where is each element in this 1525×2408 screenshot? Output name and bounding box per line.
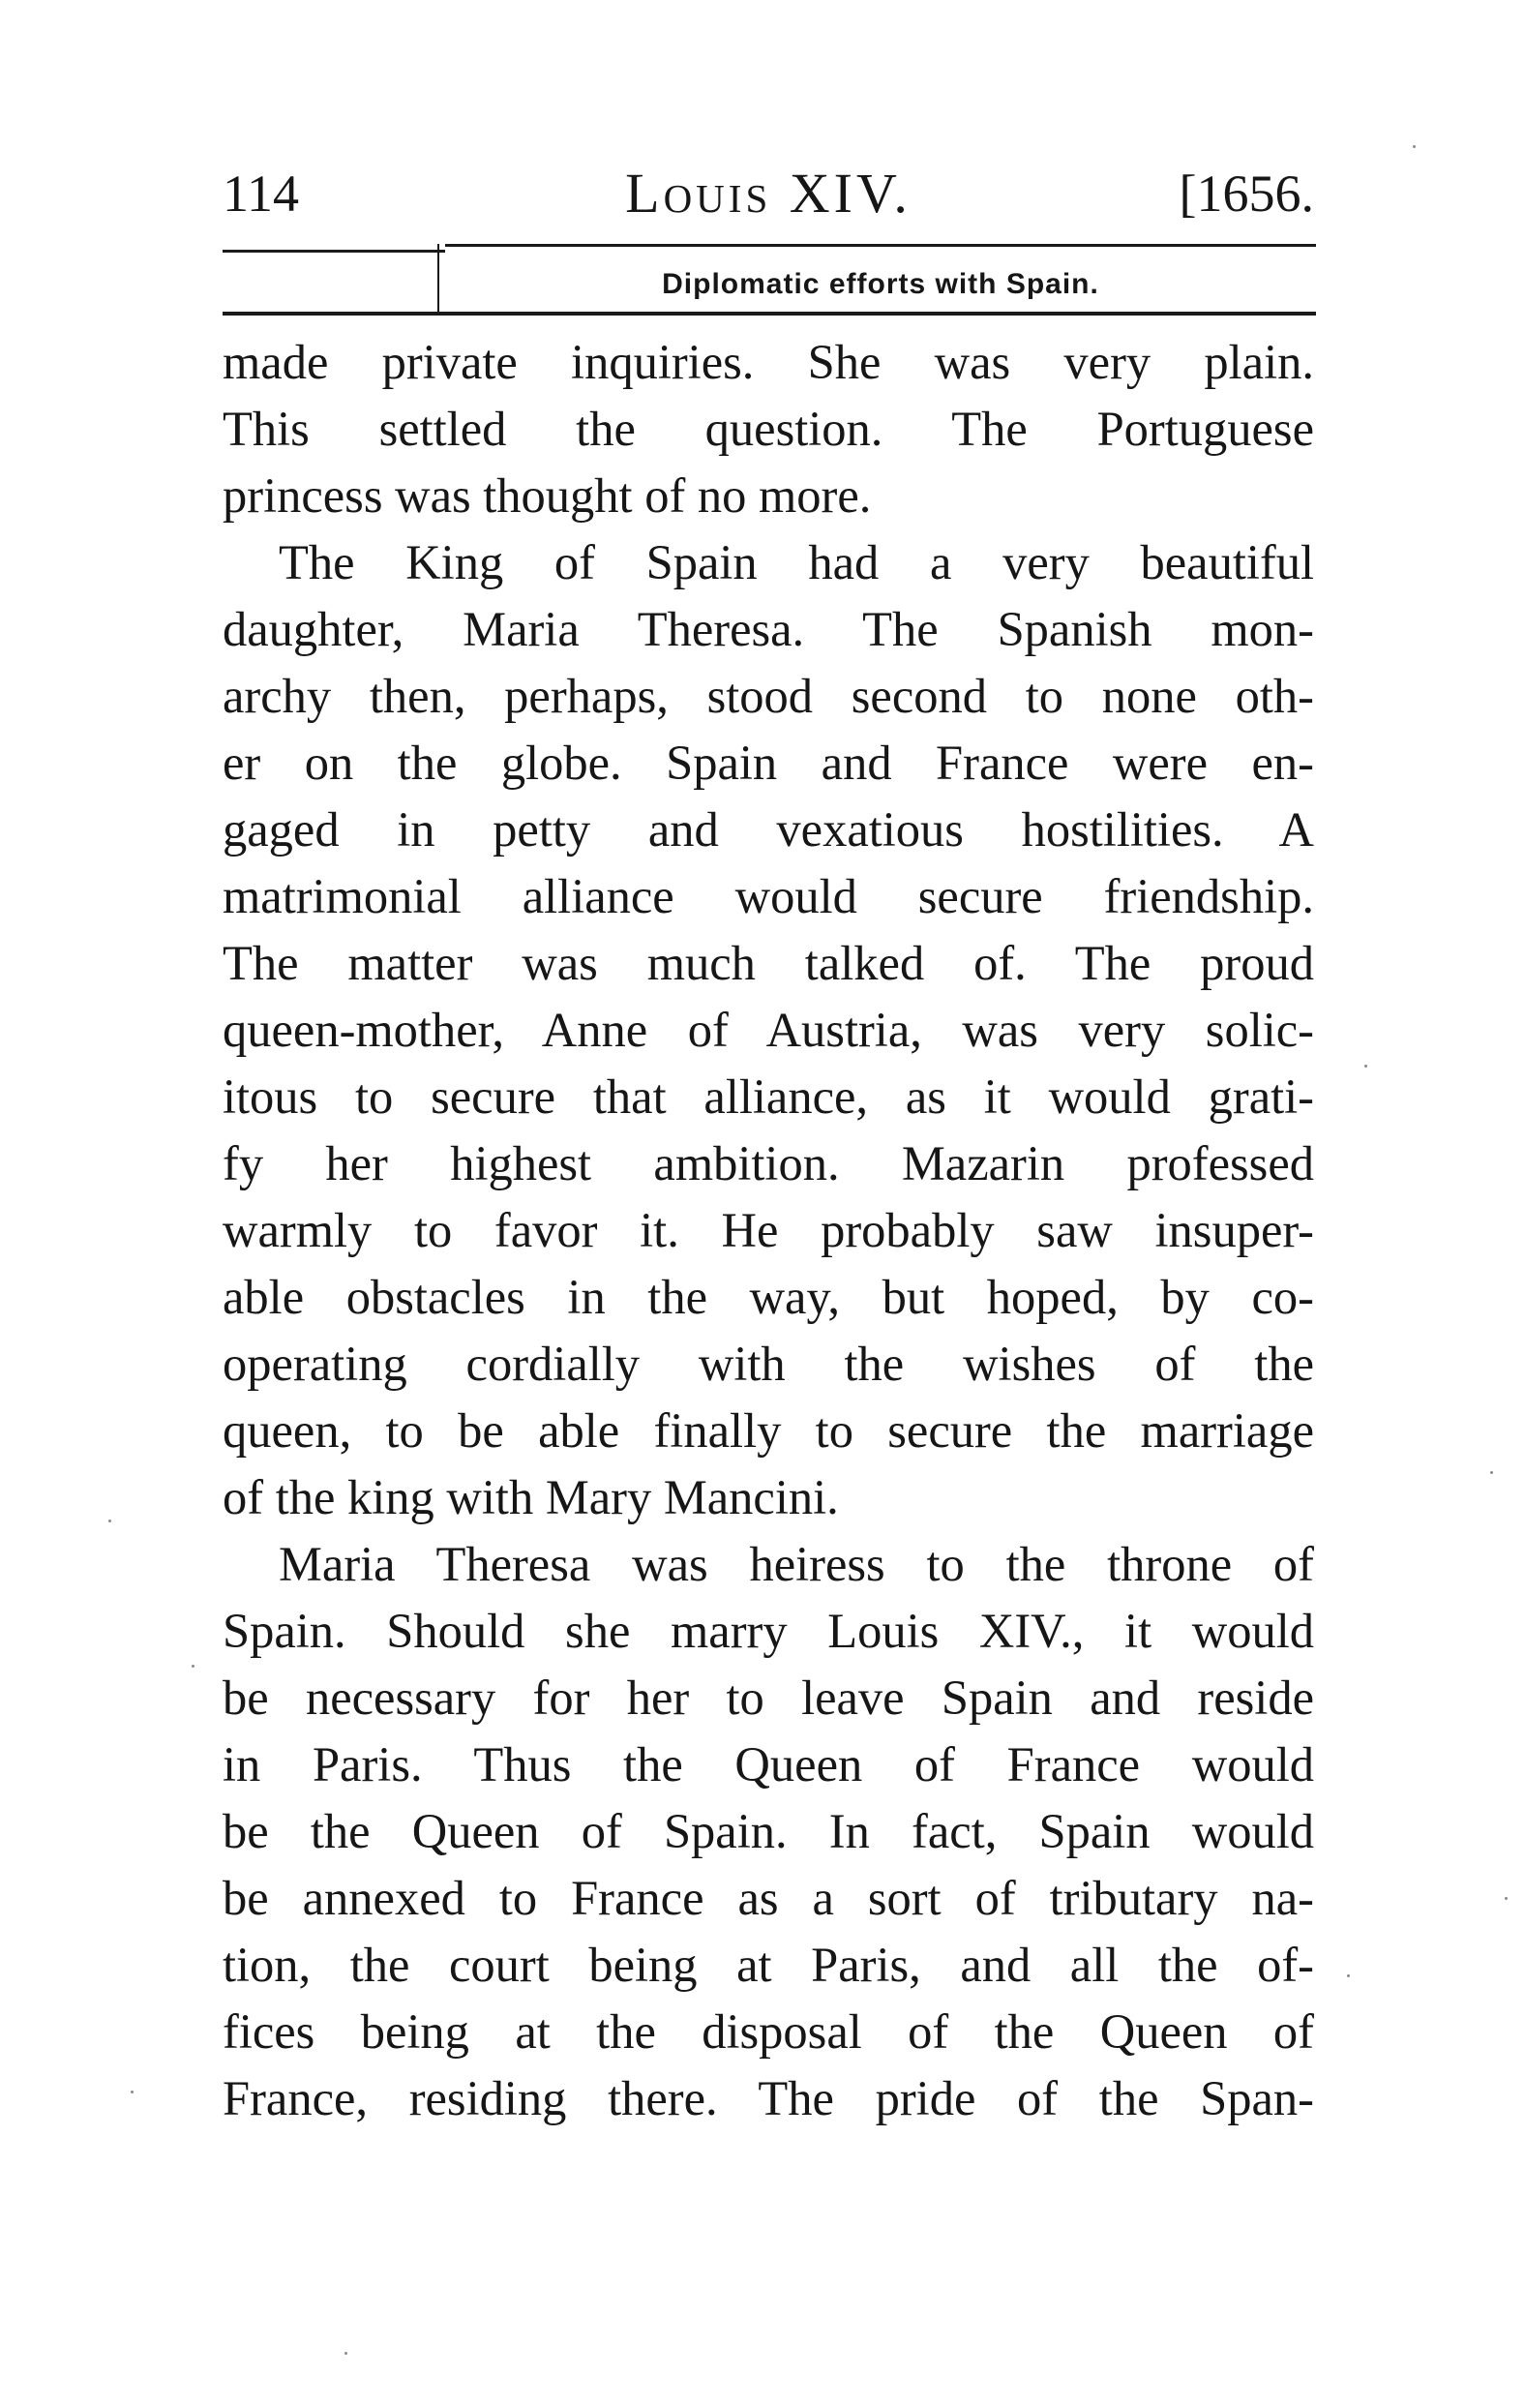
paper-speck <box>1505 1897 1508 1900</box>
text-line: warmly to favor it. He probably saw insuper- <box>223 1203 1314 1257</box>
header-rule-bottom-right <box>437 312 1316 316</box>
running-head <box>223 155 1314 232</box>
text-line: gaged in petty and vexatious hostilities. A <box>223 802 1314 857</box>
text-line: princess was thought of no more. <box>223 468 872 523</box>
body-text <box>223 329 1314 2132</box>
text-line: be necessary for her to leave Spain and reside <box>223 1671 1314 1725</box>
paper-speck <box>1347 1974 1350 1977</box>
text-line: operating cordially with the wishes of the <box>223 1337 1314 1391</box>
header-rule-top-left <box>223 250 445 253</box>
text-line: Spain. Should she marry Louis XIV., it would <box>223 1604 1314 1658</box>
text-line: er on the globe. Spain and France were en- <box>223 736 1314 790</box>
paper-speck <box>1364 1065 1367 1068</box>
text-line: The matter was much talked of. The proud <box>223 936 1314 990</box>
text-line: The King of Spain had a very beautiful <box>279 535 1314 589</box>
side-heading: Diplomatic efforts with Spain. <box>662 268 1099 300</box>
paper-speck <box>192 1665 194 1668</box>
text-line: be annexed to France as a sort of tributary na- <box>223 1871 1314 1925</box>
paper-speck <box>1413 145 1416 148</box>
paper-speck <box>131 2091 134 2093</box>
text-line: able obstacles in the way, but hoped, by co- <box>223 1270 1314 1324</box>
year-marker: [1656. <box>1179 165 1314 223</box>
text-line: made private inquiries. She was very plain. <box>223 335 1314 389</box>
page-number: 114 <box>223 165 299 223</box>
text-line: matrimonial alliance would secure friendship. <box>223 869 1314 923</box>
paper-speck <box>344 2352 347 2355</box>
header-rule-divider <box>437 244 439 316</box>
text-line: queen-mother, Anne of Austria, was very solic- <box>223 1003 1314 1057</box>
text-line: of the king with Mary Mancini. <box>223 1470 839 1524</box>
paper-speck <box>108 1520 111 1522</box>
paper-speck <box>1490 1471 1493 1474</box>
text-line: Maria Theresa was heiress to the throne of <box>279 1537 1314 1591</box>
text-line: France, residing there. The pride of the Span- <box>223 2071 1314 2125</box>
text-line: tion, the court being at Paris, and all the of- <box>223 1938 1314 1992</box>
book-title: Louis XIV. <box>625 162 912 225</box>
header-rule-top-right <box>445 244 1316 247</box>
text-line: This settled the question. The Portuguese <box>223 402 1314 456</box>
text-line: itous to secure that alliance, as it would grati- <box>223 1069 1314 1124</box>
text-line: in Paris. Thus the Queen of France would <box>223 1737 1314 1791</box>
text-line: fy her highest ambition. Mazarin professed <box>223 1136 1314 1190</box>
text-line: fices being at the disposal of the Queen of <box>223 2004 1314 2059</box>
header-rule-bottom-left <box>223 312 445 316</box>
text-line: daughter, Maria Theresa. The Spanish mon- <box>223 602 1314 656</box>
text-line: queen, to be able finally to secure the marriage <box>223 1403 1314 1458</box>
text-line: be the Queen of Spain. In fact, Spain would <box>223 1804 1314 1858</box>
text-line: archy then, perhaps, stood second to none oth- <box>223 669 1314 723</box>
